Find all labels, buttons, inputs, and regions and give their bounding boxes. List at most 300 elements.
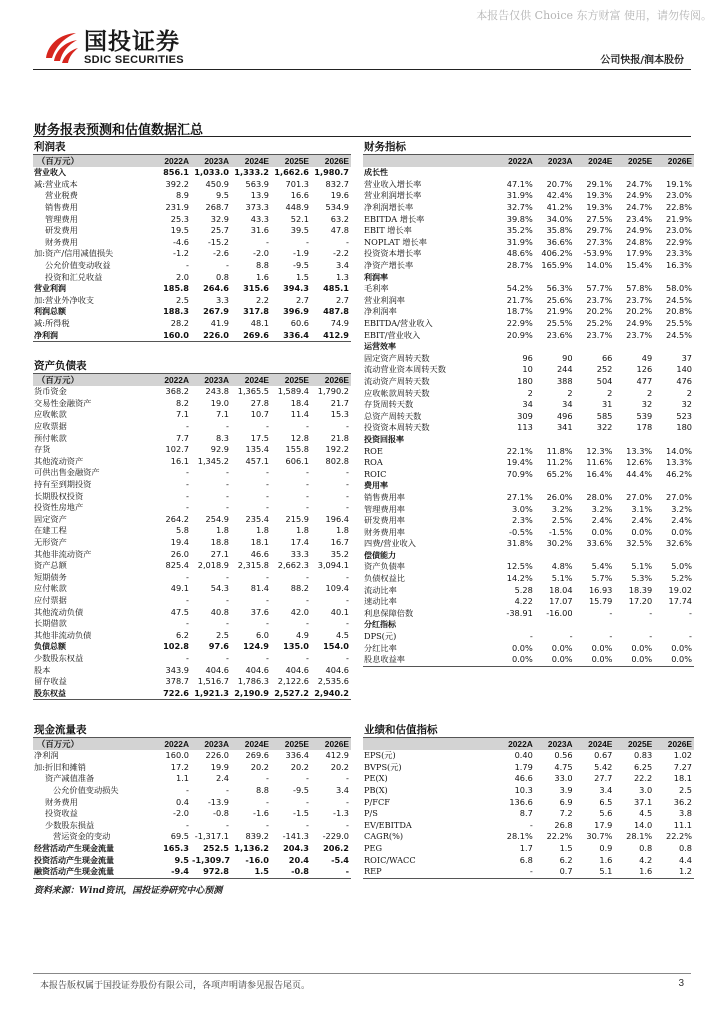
row-value: 1,980.7 <box>314 167 349 178</box>
row-value: 24.9% <box>626 225 653 236</box>
row-value: - <box>529 866 533 877</box>
row-value: 196.4 <box>325 513 349 524</box>
year-header: 2023A <box>547 155 573 166</box>
row-value: 6.5 <box>599 796 613 807</box>
row-value: 11.8% <box>546 445 573 456</box>
row-value: 21.8 <box>330 432 349 443</box>
table-row <box>33 773 351 785</box>
row-value: 160.0 <box>165 750 189 761</box>
row-value: 160.0 <box>163 329 189 340</box>
row-value: 5.7% <box>591 573 613 584</box>
valuation-section <box>363 723 694 879</box>
empty-cell <box>535 341 575 353</box>
row-value: 10.3 <box>514 785 533 796</box>
balance-sheet-table <box>33 374 351 699</box>
row-value: - <box>266 479 269 490</box>
table-row <box>33 456 351 468</box>
row-value: 856.1 <box>163 167 189 178</box>
table-row <box>33 595 351 607</box>
row-value: 14.0% <box>586 260 613 271</box>
row-label: 投资收益 <box>45 808 78 819</box>
table-row <box>363 306 694 318</box>
row-value: 17.4 <box>290 537 309 548</box>
row-label: 净利润 <box>34 750 59 761</box>
row-value: 109.4 <box>325 583 349 594</box>
empty-cell <box>535 619 575 631</box>
year-header: 2024E <box>588 738 613 749</box>
row-value: 1.8 <box>215 525 229 536</box>
row-value: 29.1% <box>586 178 613 189</box>
row-value: 27.3% <box>586 236 613 247</box>
row-value: 21.9% <box>546 306 573 317</box>
empty-cell <box>614 480 654 492</box>
row-label: BVPS(元) <box>364 761 402 772</box>
row-value: 3.0 <box>639 785 653 796</box>
row-label: 无形资产 <box>34 537 67 548</box>
row-value: 31.6 <box>250 225 269 236</box>
row-value: - <box>266 236 269 247</box>
empty-cell <box>495 550 535 562</box>
cash-flow-title: 现金流量表 <box>33 723 351 738</box>
row-label: 营业利润率 <box>364 294 405 305</box>
row-value: -5.4 <box>331 854 349 865</box>
row-value: 29.7% <box>586 225 613 236</box>
empty-cell <box>654 271 694 283</box>
row-value: -2.2 <box>333 248 349 259</box>
row-value: 32.7% <box>506 202 533 213</box>
row-value: 178 <box>636 422 653 433</box>
footer-disclaimer: 本报告版权属于国投证券股份有限公司，各项声明请参见报告尾页。 <box>40 981 311 991</box>
empty-cell <box>495 434 535 446</box>
row-value: 1.5 <box>254 866 269 877</box>
row-label: 营业利润增长率 <box>364 190 422 201</box>
row-value: 23.6% <box>546 329 573 340</box>
row-value: 412.9 <box>323 329 349 340</box>
row-value: 3.9 <box>559 785 573 796</box>
row-value: 2.0 <box>175 271 189 282</box>
row-value: 60.6 <box>290 318 309 329</box>
table-row <box>33 444 351 456</box>
row-label: PEG <box>364 843 383 854</box>
row-value: 35.2 <box>330 548 349 559</box>
row-value: 972.8 <box>203 866 229 877</box>
income-statement-table <box>33 155 351 341</box>
row-value: 2.4 <box>215 773 229 784</box>
row-value: 40.8 <box>210 606 229 617</box>
empty-cell <box>575 619 615 631</box>
table-row <box>33 653 351 665</box>
row-label: 流动比率 <box>364 584 397 595</box>
row-value: 33.0 <box>554 773 573 784</box>
row-label: 净利润增长率 <box>364 202 414 213</box>
row-value: 2,122.6 <box>277 676 309 687</box>
row-value: - <box>186 260 189 271</box>
row-label: P/FCF <box>364 796 390 807</box>
row-value: 154.0 <box>323 641 349 652</box>
row-value: 585 <box>596 410 613 421</box>
row-value: 839.2 <box>245 831 269 842</box>
row-value: 74.9 <box>330 318 349 329</box>
table-row <box>363 283 694 295</box>
row-value: 0.8 <box>639 843 653 854</box>
row-value: 0.0% <box>671 654 692 665</box>
row-value: 5.1% <box>551 573 573 584</box>
row-value: 2.2 <box>255 294 269 305</box>
row-value: - <box>529 819 533 830</box>
row-value: 2 <box>686 387 692 398</box>
table-header-row <box>363 738 694 750</box>
row-value: 1.8 <box>335 525 349 536</box>
row-value: 2,662.3 <box>277 560 309 571</box>
row-value: 8.9 <box>175 190 189 201</box>
row-value: 450.9 <box>205 178 229 189</box>
row-value: 9.5 <box>215 190 229 201</box>
table-row <box>363 503 694 515</box>
row-value: 485.1 <box>323 283 349 294</box>
row-value: 457.1 <box>245 455 269 466</box>
row-label: 存货周转天数 <box>364 399 414 410</box>
row-value: 23.7% <box>586 294 613 305</box>
row-value: 368.2 <box>165 386 189 397</box>
row-value: - <box>226 479 229 490</box>
table-row <box>33 248 351 260</box>
table-row <box>33 202 351 214</box>
row-value: 2.7 <box>335 294 349 305</box>
row-value: 6.0 <box>255 629 269 640</box>
row-label: 股东权益 <box>34 688 66 698</box>
row-value: 31.8% <box>506 538 533 549</box>
row-value: 2.7 <box>295 294 309 305</box>
table-row <box>363 526 694 538</box>
row-value: 11.2% <box>546 457 573 468</box>
table-row <box>33 785 351 797</box>
row-value: 0.0% <box>631 526 653 537</box>
table-row <box>33 629 351 641</box>
row-value: 1,365.5 <box>237 386 269 397</box>
row-value: 20.9% <box>506 329 533 340</box>
row-value: 22.8% <box>665 202 692 213</box>
row-value: 5.1% <box>631 561 653 572</box>
row-value: 39.5 <box>290 225 309 236</box>
row-value: - <box>226 618 229 629</box>
row-value: 20.4 <box>288 854 309 865</box>
row-value: 47.8 <box>330 225 349 236</box>
row-value: 2.5 <box>678 785 692 796</box>
row-value: 4.8% <box>551 561 573 572</box>
table-row <box>363 854 694 866</box>
financial-indicators-table <box>363 155 694 666</box>
row-value: 16.4% <box>586 468 613 479</box>
row-value: 406.2% <box>541 248 573 259</box>
row-value: 802.8 <box>325 455 349 466</box>
row-value: 2.5% <box>551 515 573 526</box>
row-label: 经营活动产生现金流量 <box>34 844 114 854</box>
row-value: 23.0% <box>665 190 692 201</box>
table-row <box>33 525 351 537</box>
empty-cell <box>654 341 694 353</box>
empty-cell <box>654 550 694 562</box>
row-value: - <box>186 571 189 582</box>
row-value: 20.2 <box>330 761 349 772</box>
row-value: 34 <box>522 399 533 410</box>
row-value: 15.4% <box>626 260 653 271</box>
row-value: 57.8% <box>626 283 653 294</box>
row-value: 30.2% <box>546 538 573 549</box>
group-header-row <box>363 434 694 446</box>
row-value: - <box>306 236 309 247</box>
row-value: - <box>186 490 189 501</box>
row-label: 负债权益比 <box>364 573 405 584</box>
row-value: 3.0% <box>511 503 533 514</box>
row-value: -9.5 <box>293 260 309 271</box>
row-value: -1.2 <box>173 248 189 259</box>
row-value: 52.1 <box>290 213 309 224</box>
row-value: 1.6 <box>255 271 269 282</box>
row-value: 6.9 <box>559 796 573 807</box>
row-label: PB(X) <box>364 785 388 796</box>
table-row <box>33 641 351 653</box>
table-row <box>33 306 351 318</box>
row-label: 其他非流动资产 <box>34 548 92 559</box>
row-value: 46.6 <box>514 773 533 784</box>
row-label: 销售费用 <box>45 202 78 213</box>
row-value: 336.4 <box>285 750 309 761</box>
row-value: 341 <box>556 422 573 433</box>
row-value: 0.7 <box>559 866 573 877</box>
row-value: 7.1 <box>215 409 229 420</box>
table-row <box>363 422 694 434</box>
row-label: 货币资金 <box>34 386 67 397</box>
row-value: 264.2 <box>165 513 189 524</box>
table-row <box>363 515 694 527</box>
empty-cell <box>495 271 535 283</box>
row-value: 23.0% <box>665 225 692 236</box>
balance-sheet-title: 资产负债表 <box>33 359 351 374</box>
row-value: -1.3 <box>333 808 349 819</box>
row-value: - <box>186 502 189 513</box>
table-row <box>363 843 694 855</box>
year-header: 2023A <box>547 738 573 749</box>
row-value: 1.6 <box>599 854 613 865</box>
table-row <box>363 376 694 388</box>
table-row <box>33 283 351 295</box>
row-value: - <box>266 618 269 629</box>
row-value: 54.2% <box>506 283 533 294</box>
table-row <box>33 432 351 444</box>
table-row <box>33 386 351 398</box>
row-value: 22.9% <box>506 318 533 329</box>
row-value: 27.0% <box>626 491 653 502</box>
row-value: -1,309.7 <box>192 854 231 865</box>
row-value: 22.2% <box>665 831 692 842</box>
row-value: - <box>266 502 269 513</box>
row-value: 7.2 <box>559 808 573 819</box>
row-value: - <box>609 607 613 618</box>
row-value: 33.3 <box>290 548 309 559</box>
row-value: 41.9 <box>210 318 229 329</box>
row-value: - <box>266 819 269 830</box>
row-label: EBIT/营业收入 <box>364 329 421 340</box>
row-value: 12.5% <box>506 561 533 572</box>
row-label: 投资性房地产 <box>34 502 84 513</box>
year-header: 2022A <box>164 374 189 385</box>
row-value: 27.1 <box>210 548 229 559</box>
row-value: 12.3% <box>586 445 613 456</box>
row-label: 管理费用率 <box>364 503 405 514</box>
row-value: -15.2 <box>207 236 229 247</box>
row-value: 2 <box>646 387 653 398</box>
row-label: 财务费用 <box>45 796 78 807</box>
row-value: - <box>346 618 349 629</box>
row-value: 18.39 <box>628 584 653 595</box>
row-label: 可供出售金融资产 <box>34 467 100 478</box>
empty-cell <box>654 480 694 492</box>
row-value: 49 <box>641 352 653 363</box>
row-value: 7.7 <box>175 432 189 443</box>
row-value: 404.6 <box>325 664 349 675</box>
row-value: - <box>186 467 189 478</box>
row-value: 20.8% <box>665 306 692 317</box>
row-value: 206.2 <box>323 843 349 854</box>
table-row <box>33 762 351 774</box>
brand-mark-icon <box>40 28 80 68</box>
row-value: - <box>649 607 653 618</box>
footer-divider <box>33 973 691 974</box>
row-value: 18.8 <box>210 537 229 548</box>
empty-cell <box>575 550 615 562</box>
row-value: 2 <box>607 387 613 398</box>
row-value: 27.8 <box>250 397 269 408</box>
row-value: 3.2% <box>671 503 692 514</box>
row-value: 21.7% <box>506 294 533 305</box>
row-value: - <box>186 785 189 796</box>
row-value: 0.0% <box>671 642 692 653</box>
row-value: 165.3 <box>163 843 189 854</box>
row-value: - <box>266 796 269 807</box>
row-value: 5.28 <box>514 584 533 595</box>
table-row <box>33 676 351 688</box>
row-value: 16.7 <box>330 537 349 548</box>
row-value: 47.1% <box>506 178 533 189</box>
row-value: 1,921.3 <box>194 687 229 698</box>
cash-flow-table <box>33 738 351 878</box>
row-value: 215.9 <box>285 513 309 524</box>
row-value: 31.9% <box>506 190 533 201</box>
table-row <box>33 295 351 307</box>
row-label: 毛利率 <box>364 283 389 294</box>
row-value: 1,786.3 <box>237 676 269 687</box>
row-label: 营业利润 <box>34 284 66 294</box>
row-value: - <box>226 652 229 663</box>
group-header-row <box>363 619 694 631</box>
row-label: 流动营业资本周转天数 <box>364 364 446 375</box>
row-label: 净利润率 <box>364 306 397 317</box>
table-row <box>363 190 694 202</box>
row-value: 6.2 <box>559 854 573 865</box>
row-value: 1.02 <box>673 750 692 761</box>
row-value: 1.3 <box>335 271 349 282</box>
row-value: 701.3 <box>285 178 309 189</box>
row-label: CAGR(%) <box>364 831 404 842</box>
row-value: 3.4 <box>335 260 349 271</box>
row-value: 19.5 <box>170 225 189 236</box>
row-value: 2 <box>527 387 533 398</box>
row-value: 42.4% <box>546 190 573 201</box>
year-header: 2022A <box>508 155 533 166</box>
row-value: -16.00 <box>546 607 573 618</box>
row-value: - <box>306 479 309 490</box>
row-value: 19.0 <box>210 397 229 408</box>
row-value: 27.5% <box>586 213 613 224</box>
table-row <box>33 167 351 179</box>
row-value: 19.02 <box>668 584 692 595</box>
table-row <box>33 237 351 249</box>
row-value: 5.4% <box>591 561 613 572</box>
year-header: 2022A <box>508 738 533 749</box>
row-value: 188.3 <box>163 306 189 317</box>
row-label: 流动资产周转天数 <box>364 375 430 386</box>
row-value: 16.6 <box>290 190 309 201</box>
row-value: 8.8 <box>255 260 269 271</box>
row-value: - <box>306 467 309 478</box>
brand-logo <box>40 28 184 68</box>
row-value: 43.3 <box>250 213 269 224</box>
row-value: 32 <box>681 399 692 410</box>
row-value: - <box>226 490 229 501</box>
row-value: 16.3% <box>665 260 692 271</box>
empty-cell <box>654 434 694 446</box>
row-label: 管理费用 <box>45 213 78 224</box>
row-label: 财务费用率 <box>364 526 405 537</box>
row-value: 0.9 <box>599 843 613 854</box>
row-label: 资产总额 <box>34 560 67 571</box>
row-label: 公允价值变动收益 <box>45 260 111 271</box>
row-value: 1,033.0 <box>194 167 229 178</box>
row-value: 97.6 <box>208 641 229 652</box>
row-value: 4.2 <box>639 854 653 865</box>
row-value: 322 <box>596 422 613 433</box>
row-value: 1.8 <box>255 525 269 536</box>
group-header-row <box>363 550 694 562</box>
empty-cell <box>614 434 654 446</box>
row-value: 63.2 <box>330 213 349 224</box>
row-value: 235.4 <box>245 513 269 524</box>
row-value: 22.2% <box>546 831 573 842</box>
row-value: - <box>689 631 692 642</box>
empty-cell <box>535 550 575 562</box>
row-value: 252.5 <box>203 843 229 854</box>
row-value: 4.5 <box>639 808 653 819</box>
group-header: 分红指标 <box>364 620 396 630</box>
year-header: 2026E <box>324 738 349 749</box>
table-row <box>363 492 694 504</box>
row-value: 135.0 <box>283 641 309 652</box>
row-value: 30.7% <box>586 831 613 842</box>
row-value: 1.5 <box>559 843 573 854</box>
row-value: 0.56 <box>554 750 573 761</box>
row-label: 预付帐款 <box>34 432 67 443</box>
row-value: 19.6 <box>330 190 349 201</box>
row-value: - <box>186 618 189 629</box>
row-label: ROIC <box>364 468 387 479</box>
row-value: -0.5% <box>509 526 533 537</box>
table-row <box>363 295 694 307</box>
row-value: -1.6 <box>253 808 269 819</box>
row-value: 2.4% <box>671 515 692 526</box>
row-value: 28.1% <box>506 831 533 842</box>
row-value: - <box>306 571 309 582</box>
row-value: 140 <box>676 364 692 375</box>
